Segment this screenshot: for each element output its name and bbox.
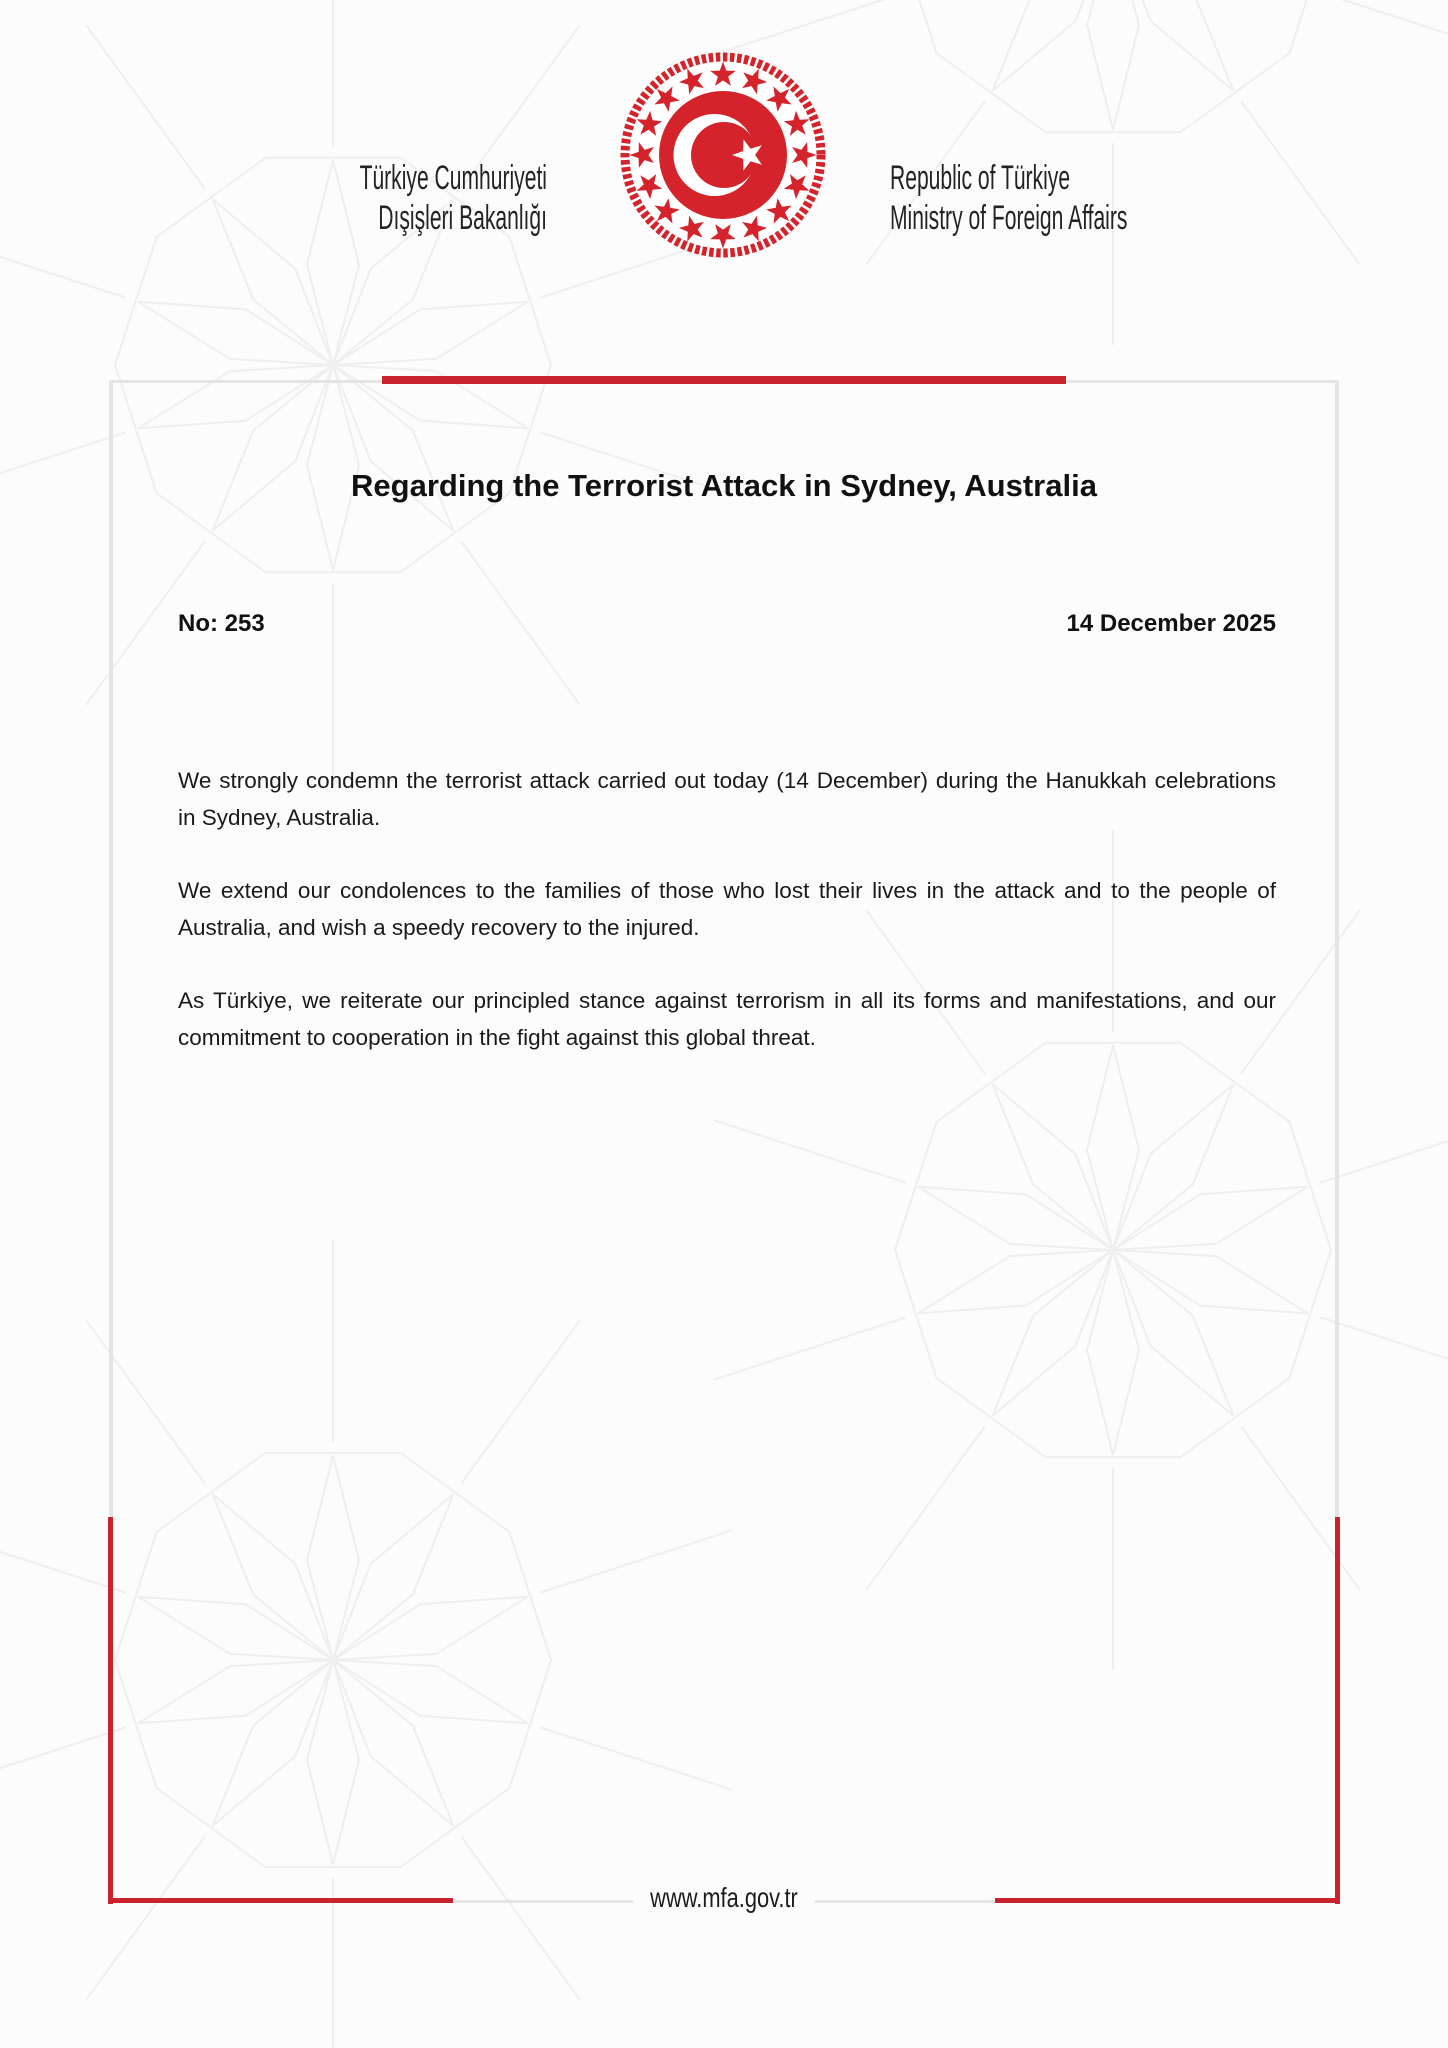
document-number: No: 253: [178, 610, 265, 637]
ministry-name-english-line1: Republic of Türkiye: [890, 159, 1071, 197]
frame-right-red-bracket: [1335, 1517, 1340, 1904]
ministry-name-turkish-line1: Türkiye Cumhuriyeti: [359, 159, 547, 197]
turkiye-mfa-emblem-icon: [613, 45, 833, 265]
crescent-star-icon: [659, 91, 787, 219]
frame-left-red-bracket: [108, 1517, 113, 1904]
header-accent-bar: [382, 376, 1066, 384]
frame-left-line: [109, 380, 113, 1517]
ministry-name-english: [890, 158, 1127, 238]
body-paragraph: We extend our condolences to the families of those who lost their lives in the attack and to the people of Australia, and wish a speedy recovery to the injured.: [178, 878, 1276, 940]
body-paragraph: As Türkiye, we reiterate our principled stance against terrorism in all its forms and manifestations, and our commitment to cooperation in the fight against this global threat.: [178, 988, 1276, 1050]
frame-right-line: [1335, 380, 1339, 1517]
page-title: Regarding the Terrorist Attack in Sydney, Australia: [351, 468, 1097, 503]
ministry-name-turkish: [208, 158, 547, 238]
ministry-name-turkish-line2: Dışişleri Bakanlığı: [378, 199, 547, 237]
ministry-name-english-line2: Ministry of Foreign Affairs: [890, 199, 1128, 237]
document-date: 14 December 2025: [1066, 610, 1276, 637]
footer-website: www.mfa.gov.tr: [650, 1882, 798, 1913]
document-meta-row: [178, 610, 1276, 638]
body-paragraph: We strongly condemn the terrorist attack carried out today (14 December) during the Hanukkah celebrations in Sydney, Australia.: [178, 768, 1276, 830]
statement-body: [178, 762, 1276, 1092]
